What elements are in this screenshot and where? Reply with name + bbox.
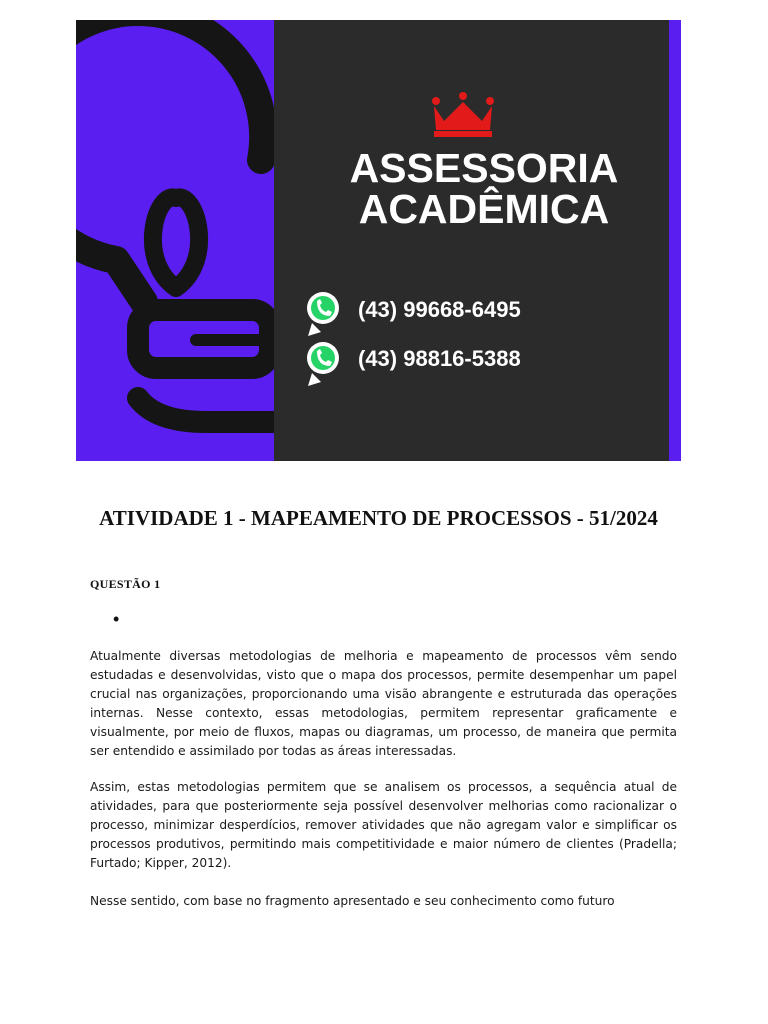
banner-dark-panel — [274, 20, 669, 461]
banner-title-line2: ACADÊMICA — [358, 186, 610, 232]
document-title: ATIVIDADE 1 - MAPEAMENTO DE PROCESSOS - 51/2024 — [99, 506, 658, 530]
question-label: QUESTÃO 1 — [90, 577, 161, 591]
paragraph-1: Atualmente diversas metodologias de melhoria e mapeamento de processos vêm sendo estudadas e desenvolvidas, visto que o mapa dos processos, permite desempenhar um papel crucial nas organizações, proporcionando uma visão abrangente e estruturada das operações internas. Nesse contexto, essas metodologias, permitem representar graficamente e visualmente, por meio de fluxos, mapas ou diagramas, um processo, de maneira que permita ser entendido e assimilado por todas as áreas interessadas. — [90, 649, 677, 758]
bullet-point: • — [113, 609, 120, 629]
phone-number-1: (43) 99668-6495 — [358, 297, 521, 322]
paragraph-2: Assim, estas metodologias permitem que se analisem os processos, a sequência atual de atividades, para que posteriormente seja possível desenvolver melhorias como racionalizar o processo, minimizar desperdícios, remover atividades que não agregam valor e simplificar os processos produtivos, permitindo mais competitividade e maior número de clientes (Pradella; Furtado; Kipper, 2012). — [90, 780, 677, 870]
assessoria-banner — [76, 20, 681, 461]
phone-number-2: (43) 98816-5388 — [358, 346, 521, 371]
banner-title-line1: ASSESSORIA — [349, 145, 619, 191]
paragraph-3: Nesse sentido, com base no fragmento apresentado e seu conhecimento como futuro — [90, 894, 615, 908]
